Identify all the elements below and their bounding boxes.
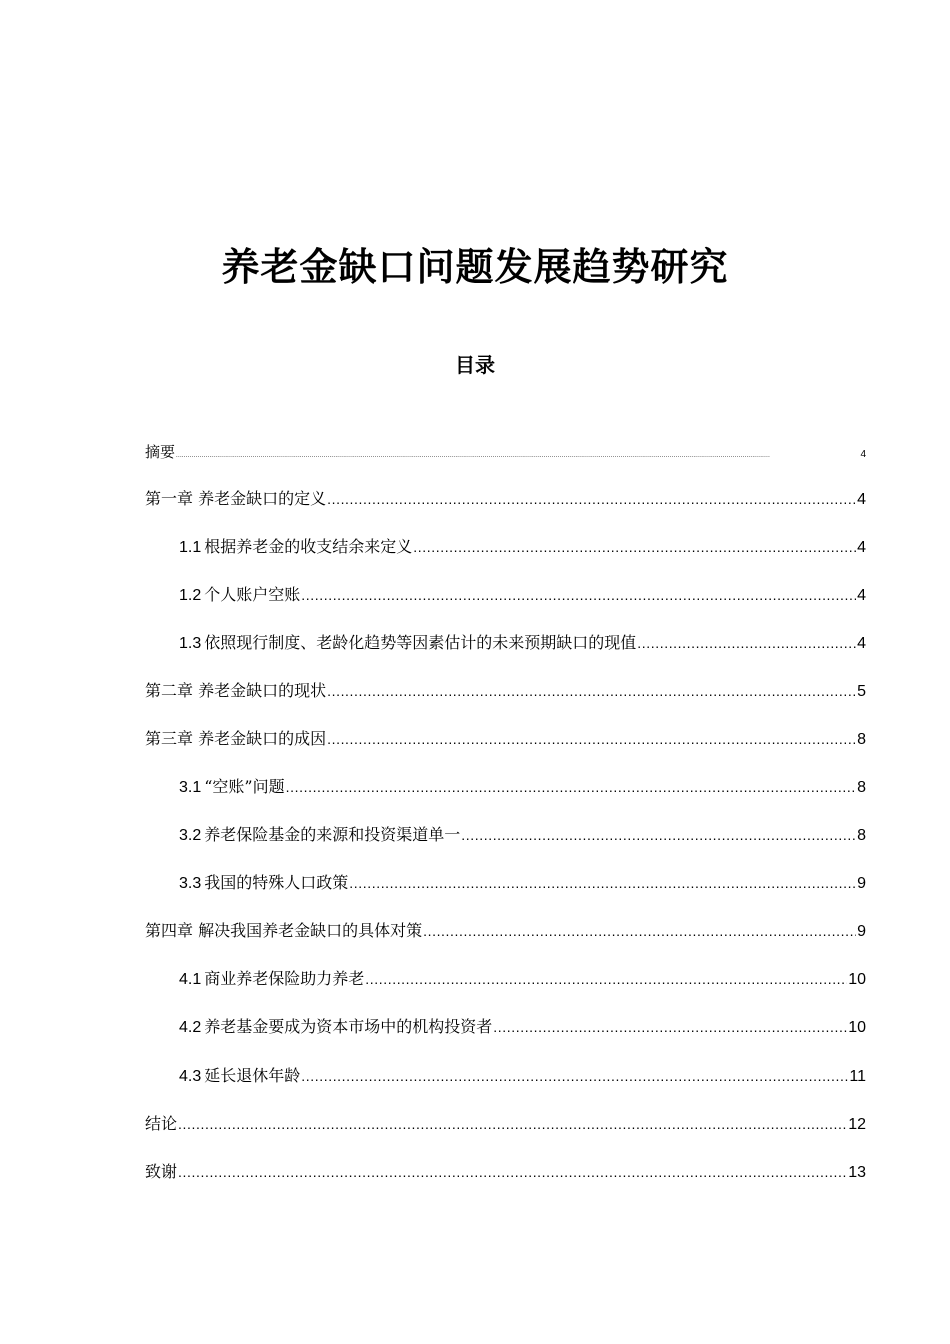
toc-entry-number: 3.2 xyxy=(179,827,202,844)
toc-entry-label: 个人账户空账 xyxy=(204,585,301,604)
toc-entry-chapter-3[interactable] xyxy=(145,727,866,752)
toc-entry-number: 3.3 xyxy=(179,875,202,892)
toc-entry-label: 我国的特殊人口政策 xyxy=(204,873,349,892)
toc-entry-page: 12 xyxy=(848,1116,866,1133)
toc-entry-page: 9 xyxy=(857,875,866,892)
toc-entry-conclusion[interactable] xyxy=(145,1112,866,1137)
toc-entry-number: 3.1 xyxy=(179,779,202,796)
toc-entry-section-3-2[interactable] xyxy=(179,823,866,848)
toc-entry-page: 10 xyxy=(848,1019,866,1036)
toc-leader-dots xyxy=(349,871,856,895)
toc-entry-page: 5 xyxy=(857,683,866,700)
toc-leader-dots xyxy=(301,1064,848,1088)
toc-entry-label: 第三章 养老金缺口的成因 xyxy=(145,729,327,748)
toc-entry-section-4-3[interactable] xyxy=(179,1064,866,1089)
toc-entry-label: 第四章 解决我国养老金缺口的具体对策 xyxy=(145,921,423,940)
toc-entry-page: 13 xyxy=(848,1164,866,1181)
toc-leader-dots xyxy=(178,1160,847,1184)
toc-entry-label: 致谢 xyxy=(145,1162,178,1181)
toc-entry-page: 11 xyxy=(849,1068,866,1085)
toc-leader-dots xyxy=(327,727,856,751)
toc-leader-dots xyxy=(493,1015,847,1039)
toc-entry-label: 第二章 养老金缺口的现状 xyxy=(145,681,327,700)
toc-entry-page: 8 xyxy=(857,779,866,796)
toc-entry-page: 4 xyxy=(857,635,866,652)
toc-leader-dots xyxy=(461,823,856,847)
toc-leader-dots xyxy=(365,967,847,991)
toc-entry-label: 延长退休年龄 xyxy=(204,1066,301,1085)
toc-entry-chapter-4[interactable] xyxy=(145,919,866,944)
toc-entry-number: 4.3 xyxy=(179,1068,202,1085)
toc-entry-section-3-3[interactable] xyxy=(179,871,866,896)
toc-leader-dots xyxy=(413,535,856,559)
document-title: 养老金缺口问题发展趋势研究 xyxy=(221,244,729,289)
toc-entry-label: 商业养老保险助力养老 xyxy=(204,969,365,988)
toc-entry-number: 1.2 xyxy=(179,587,202,604)
toc-entry-page: 4 xyxy=(857,491,866,508)
toc-entry-label: “空账”问题 xyxy=(204,777,285,796)
toc-entry-section-4-1[interactable] xyxy=(179,967,866,992)
toc-entry-abstract[interactable] xyxy=(145,440,866,468)
toc-entry-section-4-2[interactable] xyxy=(179,1015,866,1040)
toc-leader-dots xyxy=(637,631,856,655)
toc-entry-page: 9 xyxy=(857,923,866,940)
toc-entry-number: 4.2 xyxy=(179,1019,202,1036)
toc-entry-number: 4.1 xyxy=(179,971,202,988)
toc-entry-page: 8 xyxy=(857,827,866,844)
toc-entry-page: 10 xyxy=(848,971,866,988)
toc-leader-dots xyxy=(178,1112,847,1136)
toc-entry-section-3-1[interactable] xyxy=(179,775,866,800)
toc-entry-number: 1.3 xyxy=(179,635,202,652)
toc-entry-label: 根据养老金的收支结余来定义 xyxy=(204,537,413,556)
toc-entry-section-1-2[interactable] xyxy=(179,583,866,608)
toc-entry-page: 8 xyxy=(857,731,866,748)
toc-entry-label: 养老基金要成为资本市场中的机构投资者 xyxy=(204,1017,493,1036)
toc-leader-dots xyxy=(176,444,859,468)
toc-entry-label: 依照现行制度、老龄化趋势等因素估计的未来预期缺口的现值 xyxy=(204,633,637,652)
toc-entry-number: 1.1 xyxy=(179,539,202,556)
toc-entry-section-1-1[interactable] xyxy=(179,535,866,560)
toc-leader-dots xyxy=(327,487,856,511)
toc-leader-dots xyxy=(327,679,856,703)
toc-entry-label: 第一章 养老金缺口的定义 xyxy=(145,489,327,508)
toc-leader-dots xyxy=(286,775,856,799)
toc-entry-label: 养老保险基金的来源和投资渠道单一 xyxy=(204,825,461,844)
toc-entry-label: 结论 xyxy=(145,1114,178,1133)
toc-entry-label: 摘要 xyxy=(145,443,176,461)
toc-leader-dots xyxy=(423,919,856,943)
toc-entry-chapter-2[interactable] xyxy=(145,679,866,704)
toc-entry-section-1-3[interactable] xyxy=(179,631,866,656)
toc-leader-dots xyxy=(301,583,856,607)
toc-entry-chapter-1[interactable] xyxy=(145,487,866,512)
toc-entry-page: 4 xyxy=(857,539,866,556)
toc-entry-page: 4 xyxy=(857,587,866,604)
toc-entry-page: 4 xyxy=(860,449,866,460)
toc-heading: 目录 xyxy=(455,353,495,377)
toc-entry-acknowledgements[interactable] xyxy=(145,1160,866,1185)
